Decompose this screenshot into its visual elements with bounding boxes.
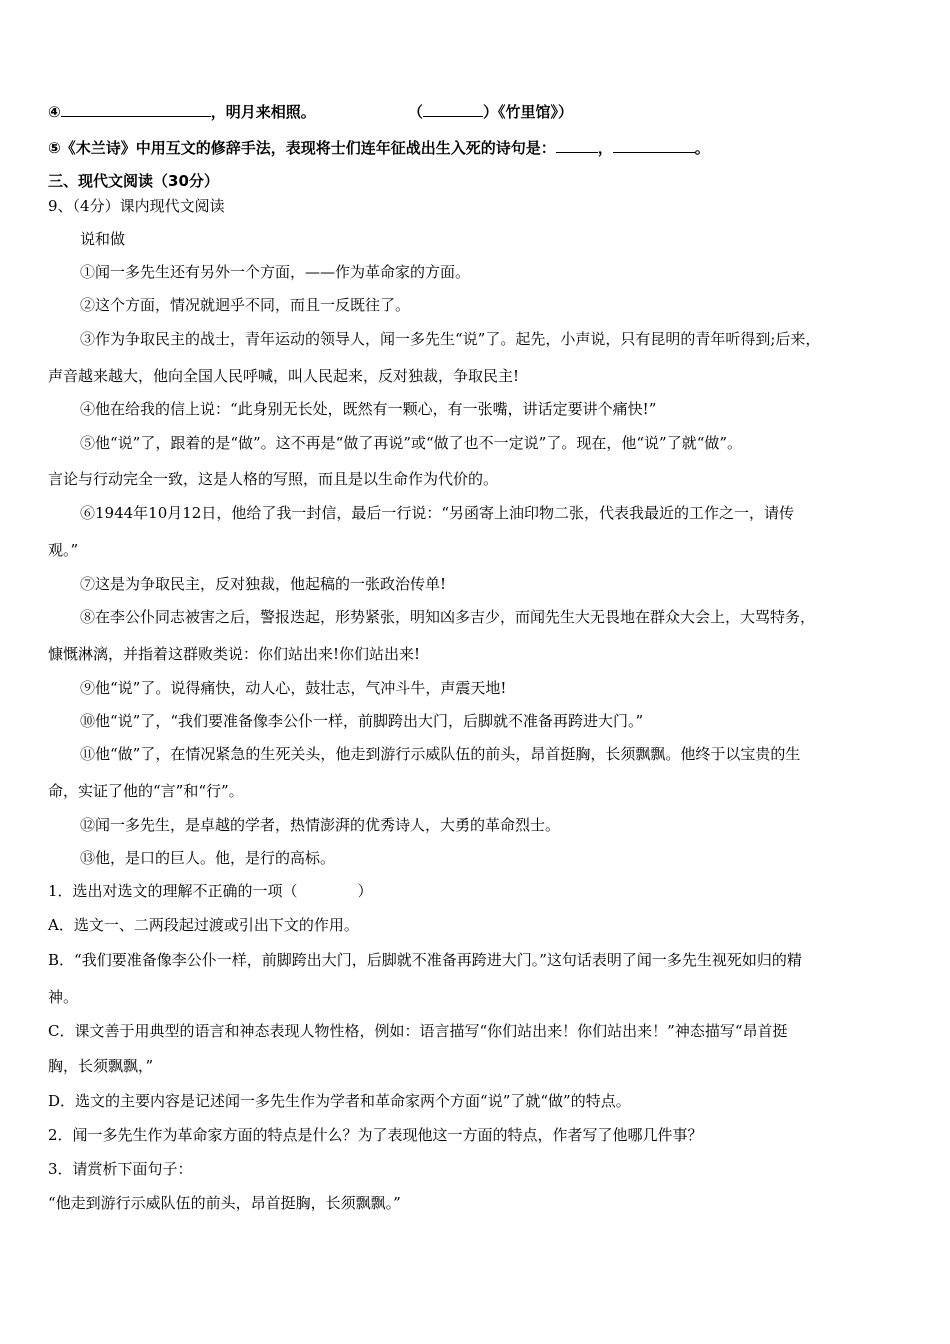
passage-paragraph: ③作为争取民主的战士，青年运动的领导人，闻一多先生“说”了。起先，小声说，只有昆明的青年听得到;后来， <box>80 330 821 348</box>
q4-source-title: 《竹里馆》） <box>498 103 574 121</box>
option-c-continued: 胸，长须飘飘，” <box>48 1057 154 1075</box>
sub-question-3: 3．请赏析下面句子： <box>48 1160 193 1178</box>
passage-paragraph: ②这个方面，情况就迥乎不同，而且一反既往了。 <box>80 296 411 314</box>
passage-paragraph: 慷慨淋漓，并指着这群败类说：你们站出来!你们站出来! <box>48 645 421 663</box>
q4-author-blank[interactable] <box>423 101 483 117</box>
sub-question-1: 1．选出对选文的理解不正确的一项（ ） <box>48 882 373 900</box>
passage-paragraph: ⑥1944年10月12日，他给了我一封信，最后一行说：“另函寄上油印物二张，代表我最近的工作之一，请传 <box>80 504 795 522</box>
q4-marker: ④ <box>48 103 61 121</box>
option-d[interactable]: D．选文的主要内容是记述闻一多先生作为学者和革命家两个方面“说”了就“做”的特点。 <box>48 1092 631 1110</box>
q5-blank-2[interactable] <box>613 137 695 153</box>
quoted-sentence: “他走到游行示威队伍的前头，昂首挺胸，长须飘飘。” <box>48 1194 401 1212</box>
passage-paragraph: ⑬他，是口的巨人。他，是行的高标。 <box>80 849 336 867</box>
passage-paragraph: 言论与行动完全一致，这是人格的写照，而且是以生命作为代价的。 <box>48 470 499 488</box>
option-c[interactable]: C．课文善于用典型的语言和神态表现人物性格，例如：语言描写“你们站出来！你们站出来！”神态描写“昂首挺 <box>48 1022 788 1040</box>
q4-source: （ ）《竹里馆》） <box>408 103 574 121</box>
passage-title: 说和做 <box>80 230 126 248</box>
option-a[interactable]: A．选文一、二两段起过渡或引出下文的作用。 <box>48 916 359 934</box>
passage-paragraph: ①闻一多先生还有另外一个方面，——作为革命家的方面。 <box>80 263 471 281</box>
q5-blank-1[interactable] <box>556 137 598 153</box>
fill-in-q5: ⑤《木兰诗》中用互文的修辞手法，表现将士们连年征战出生入死的诗句是： ， 。 <box>48 139 710 157</box>
passage-paragraph: ⑦这是为争取民主，反对独裁，他起稿的一张政治传单! <box>80 575 447 593</box>
passage-paragraph: 命，实证了他的“言”和“行”。 <box>48 782 244 800</box>
passage-paragraph: ⑩他“说”了，“我们要准备像李公仆一样，前脚跨出大门，后脚就不准备再跨进大门。” <box>80 712 644 730</box>
fill-in-q4 <box>48 101 316 122</box>
option-b[interactable]: B．“我们要准备像李公仆一样，前脚跨出大门，后脚就不准备再跨进大门。”这句话表明了闻一多先生视死如归的精 <box>48 951 802 969</box>
q5-text: ⑤《木兰诗》中用互文的修辞手法，表现将士们连年征战出生入死的诗句是： <box>48 139 556 157</box>
option-b-continued: 神。 <box>48 988 79 1006</box>
passage-paragraph: 声音越来越大，他向全国人民呼喊，叫人民起来，反对独裁，争取民主! <box>48 367 520 385</box>
question-9-heading: 9、（4分）课内现代文阅读 <box>48 197 225 215</box>
passage-paragraph: ⑫闻一多先生，是卓越的学者，热情澎湃的优秀诗人，大勇的革命烈士。 <box>80 816 561 834</box>
passage-paragraph: ⑤他“说”了，跟着的是“做”。这不再是“做了再说”或“做了也不一定说”了。现在，他“说”了就“做”。 <box>80 434 743 452</box>
sub-question-2: 2．闻一多先生作为革命家方面的特点是什么？为了表现他这一方面的特点，作者写了他哪几件事？ <box>48 1126 703 1144</box>
q4-blank[interactable] <box>61 101 211 117</box>
passage-paragraph: ④他在给我的信上说：“此身别无长处，既然有一颗心，有一张嘴，讲话定要讲个痛快!” <box>80 400 657 418</box>
passage-paragraph: ⑨他“说”了。说得痛快，动人心，鼓壮志，气冲斗牛，声震天地! <box>80 679 507 697</box>
section-heading: 三、现代文阅读（30分） <box>48 172 219 190</box>
passage-paragraph: ⑧在李公仆同志被害之后，警报迭起，形势紧张，明知凶多吉少，而闻先生大无畏地在群众大会上，大骂特务， <box>80 608 816 626</box>
passage-paragraph: ⑪他“做”了，在情况紧急的生死关头，他走到游行示威队伍的前头，昂首挺胸，长须飘飘。他终于以宝贵的生 <box>80 745 801 763</box>
passage-paragraph: 观。” <box>48 541 79 559</box>
q4-line-end: ，明月来相照。 <box>210 103 316 121</box>
